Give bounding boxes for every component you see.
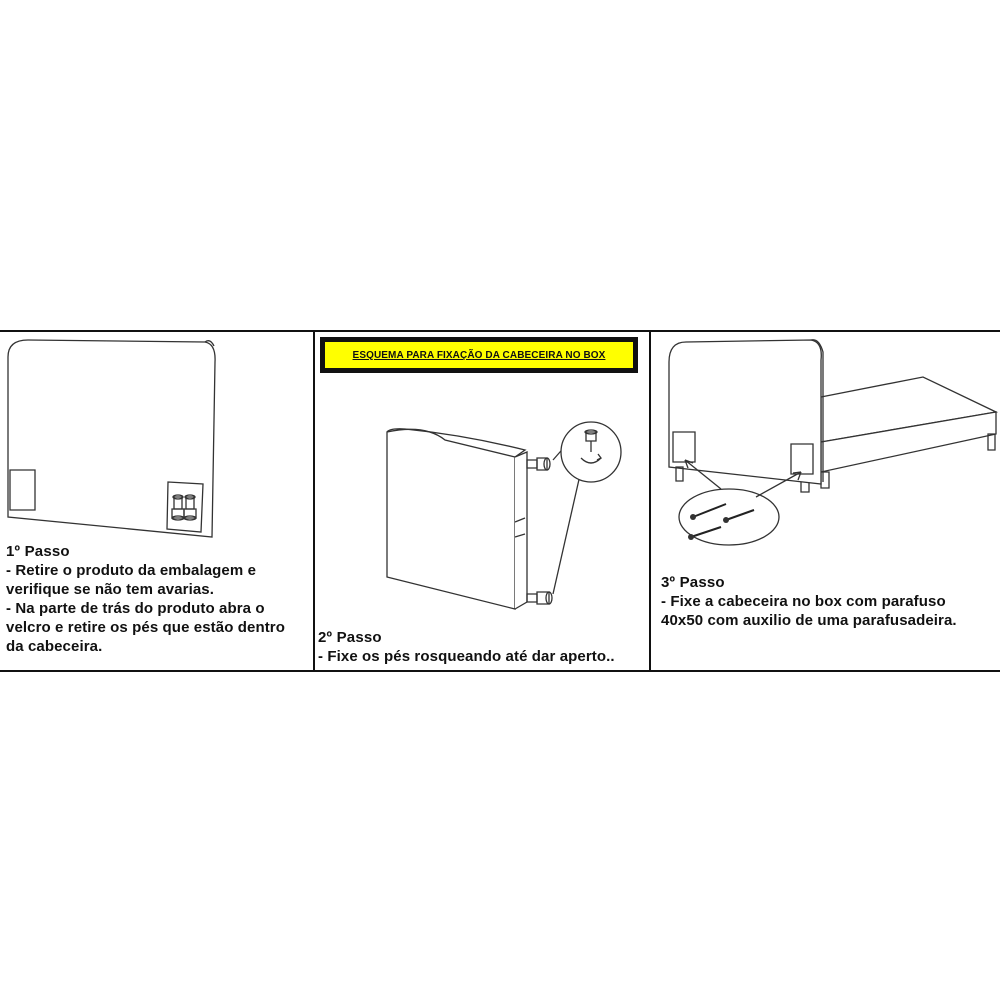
- step1-line: velcro e retire os pés que estão dentro: [6, 619, 285, 636]
- headboard-back-illustration: [0, 332, 315, 552]
- step1-line: - Retire o produto da embalagem e: [6, 562, 257, 579]
- foot-screwing-illustration: [315, 332, 651, 632]
- step2-panel: [315, 332, 651, 670]
- step3-line: - Fixe a cabeceira no box com parafuso: [661, 593, 946, 610]
- step3-line: 40x50 com auxilio de uma parafusadeira.: [661, 612, 957, 629]
- instruction-strip: [0, 330, 1000, 672]
- step3-title: 3º Passo: [661, 574, 725, 591]
- headboard-box-bed-illustration: [651, 332, 1000, 572]
- step2-line: - Fixe os pés rosqueando até dar aperto..: [318, 648, 615, 665]
- step2-title: 2º Passo: [318, 629, 382, 646]
- step1-title: 1º Passo: [6, 543, 70, 560]
- step1-line: verifique se não tem avarias.: [6, 581, 214, 598]
- step3-panel: [651, 332, 1000, 670]
- schema-banner-text: ESQUEMA PARA FIXAÇÃO DA CABECEIRA NO BOX: [352, 349, 606, 361]
- step1-line: da cabeceira.: [6, 638, 103, 655]
- foot-icon: [527, 458, 550, 470]
- step1-line: - Na parte de trás do produto abra o: [6, 600, 265, 617]
- step1-panel: [0, 332, 315, 670]
